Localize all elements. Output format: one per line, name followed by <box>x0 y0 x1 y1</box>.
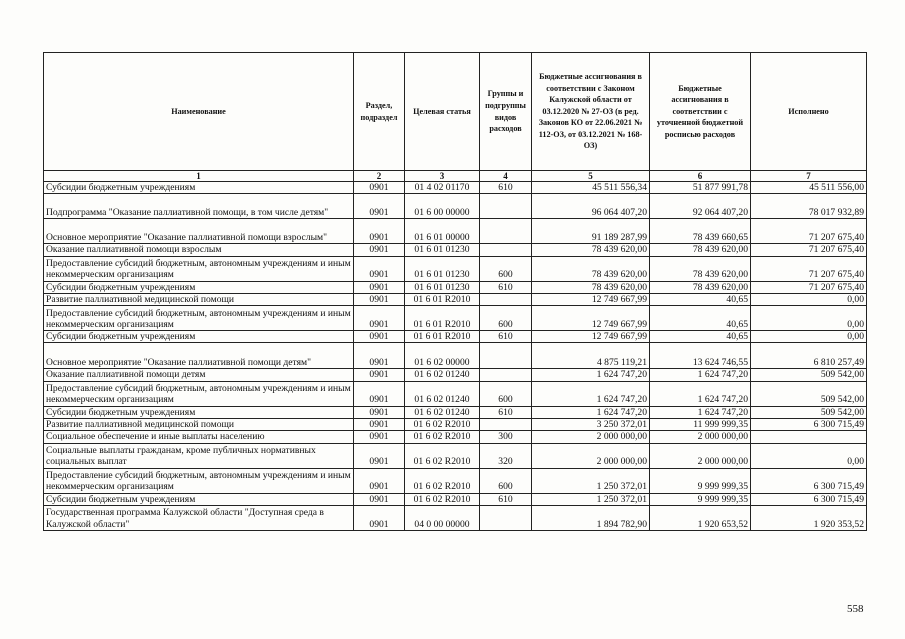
cell-target: 01 6 02 01240 <box>405 406 480 418</box>
table-row <box>44 406 867 418</box>
cell-budget-refined: 78 439 620,00 <box>650 244 751 256</box>
cell-group: 320 <box>480 443 532 468</box>
cell-executed: 6 300 715,49 <box>751 468 867 493</box>
cell-executed: 71 207 675,40 <box>751 219 867 244</box>
cell-budget-law: 3 250 372,01 <box>532 419 650 431</box>
cell-group <box>480 194 532 219</box>
table-body <box>44 182 867 531</box>
cell-group: 600 <box>480 306 532 331</box>
table-row <box>44 419 867 431</box>
table-row <box>44 281 867 293</box>
table-row <box>44 443 867 468</box>
cell-budget-refined: 78 439 660,65 <box>650 219 751 244</box>
cell-executed: 0,00 <box>751 306 867 331</box>
cell-target: 01 6 01 01230 <box>405 281 480 293</box>
table-row <box>44 431 867 443</box>
header-name: Наименование <box>44 53 354 171</box>
cell-budget-refined: 1 624 747,20 <box>650 369 751 381</box>
cell-executed: 71 207 675,40 <box>751 244 867 256</box>
page-number: 558 <box>847 603 864 615</box>
cell-budget-refined: 9 999 999,35 <box>650 468 751 493</box>
cell-budget-law: 96 064 407,20 <box>532 194 650 219</box>
cell-budget-law: 12 749 667,99 <box>532 293 650 305</box>
cell-target: 01 6 02 R2010 <box>405 431 480 443</box>
table-row <box>44 306 867 331</box>
cell-target: 01 6 01 01230 <box>405 244 480 256</box>
cell-group <box>480 293 532 305</box>
cell-group: 610 <box>480 331 532 343</box>
cell-section: 0901 <box>354 468 405 493</box>
cell-name: Развитие паллиативной медицинской помощи <box>44 419 354 431</box>
table-row <box>44 381 867 406</box>
cell-budget-refined: 1 920 653,52 <box>650 505 751 530</box>
cell-target: 01 6 02 01240 <box>405 381 480 406</box>
column-number-row <box>44 171 867 182</box>
cell-target: 01 6 01 R2010 <box>405 306 480 331</box>
cell-group <box>480 244 532 256</box>
cell-executed <box>751 431 867 443</box>
cell-group <box>480 343 532 369</box>
table-row <box>44 493 867 505</box>
cell-name: Развитие паллиативной медицинской помощи <box>44 293 354 305</box>
cell-budget-law: 12 749 667,99 <box>532 331 650 343</box>
cell-budget-law: 45 511 556,34 <box>532 182 650 194</box>
cell-budget-refined: 11 999 999,35 <box>650 419 751 431</box>
cell-budget-refined: 1 624 747,20 <box>650 381 751 406</box>
cell-group: 600 <box>480 256 532 281</box>
cell-budget-law: 1 894 782,90 <box>532 505 650 530</box>
cell-target: 01 6 01 R2010 <box>405 331 480 343</box>
cell-executed: 71 207 675,40 <box>751 256 867 281</box>
cell-budget-refined: 51 877 991,78 <box>650 182 751 194</box>
cell-section: 0901 <box>354 381 405 406</box>
header-executed: Исполнено <box>751 53 867 171</box>
cell-name: Государственная программа Калужской области "Доступная среда в Калужской области" <box>44 505 354 530</box>
cell-target: 04 0 00 00000 <box>405 505 480 530</box>
cell-group: 600 <box>480 468 532 493</box>
table-row <box>44 369 867 381</box>
cell-section: 0901 <box>354 406 405 418</box>
table-row <box>44 293 867 305</box>
cell-budget-law: 91 189 287,99 <box>532 219 650 244</box>
cell-group: 300 <box>480 431 532 443</box>
cell-executed: 0,00 <box>751 331 867 343</box>
cell-budget-law: 2 000 000,00 <box>532 431 650 443</box>
cell-executed: 6 810 257,49 <box>751 343 867 369</box>
cell-group <box>480 219 532 244</box>
budget-table <box>43 52 867 531</box>
cell-budget-law: 1 250 372,01 <box>532 468 650 493</box>
cell-budget-refined: 78 439 620,00 <box>650 256 751 281</box>
cell-name: Подпрограмма "Оказание паллиативной помощи, в том числе детям" <box>44 194 354 219</box>
cell-name: Субсидии бюджетным учреждениям <box>44 281 354 293</box>
cell-budget-refined: 1 624 747,20 <box>650 406 751 418</box>
cell-section: 0901 <box>354 331 405 343</box>
cell-budget-law: 1 624 747,20 <box>532 406 650 418</box>
cell-section: 0901 <box>354 219 405 244</box>
table-row <box>44 219 867 244</box>
cell-name: Социальные выплаты гражданам, кроме публичных нормативных социальных выплат <box>44 443 354 468</box>
cell-section: 0901 <box>354 343 405 369</box>
column-number: 2 <box>354 171 405 182</box>
cell-group: 600 <box>480 381 532 406</box>
cell-executed: 1 920 353,52 <box>751 505 867 530</box>
cell-section: 0901 <box>354 419 405 431</box>
column-number: 7 <box>751 171 867 182</box>
cell-name: Основное мероприятие "Оказание паллиативной помощи детям" <box>44 343 354 369</box>
table-row <box>44 468 867 493</box>
cell-target: 01 6 02 R2010 <box>405 443 480 468</box>
cell-name: Предоставление субсидий бюджетным, автономным учреждениям и иным некоммерческим организациям <box>44 256 354 281</box>
cell-section: 0901 <box>354 256 405 281</box>
cell-executed: 509 542,00 <box>751 369 867 381</box>
cell-name: Оказание паллиативной помощи взрослым <box>44 244 354 256</box>
cell-executed: 71 207 675,40 <box>751 281 867 293</box>
column-number: 5 <box>532 171 650 182</box>
cell-name: Субсидии бюджетным учреждениям <box>44 182 354 194</box>
cell-budget-law: 78 439 620,00 <box>532 244 650 256</box>
cell-budget-law: 78 439 620,00 <box>532 281 650 293</box>
cell-name: Социальное обеспечение и иные выплаты населению <box>44 431 354 443</box>
cell-budget-law: 12 749 667,99 <box>532 306 650 331</box>
cell-budget-refined: 40,65 <box>650 306 751 331</box>
cell-budget-law: 78 439 620,00 <box>532 256 650 281</box>
cell-target: 01 6 02 R2010 <box>405 419 480 431</box>
cell-section: 0901 <box>354 281 405 293</box>
cell-budget-refined: 92 064 407,20 <box>650 194 751 219</box>
cell-budget-law: 4 875 119,21 <box>532 343 650 369</box>
cell-group: 610 <box>480 406 532 418</box>
cell-group: 610 <box>480 281 532 293</box>
cell-budget-law: 2 000 000,00 <box>532 443 650 468</box>
header-groups: Группы и подгруппы видов расходов <box>480 53 532 171</box>
cell-group <box>480 419 532 431</box>
cell-section: 0901 <box>354 493 405 505</box>
cell-budget-law: 1 250 372,01 <box>532 493 650 505</box>
cell-name: Субсидии бюджетным учреждениям <box>44 406 354 418</box>
table-row <box>44 244 867 256</box>
cell-budget-refined: 2 000 000,00 <box>650 443 751 468</box>
cell-target: 01 6 02 R2010 <box>405 468 480 493</box>
table-row <box>44 343 867 369</box>
cell-section: 0901 <box>354 293 405 305</box>
column-number: 6 <box>650 171 751 182</box>
cell-name: Предоставление субсидий бюджетным, автономным учреждениям и иным некоммерческим организациям <box>44 468 354 493</box>
cell-section: 0901 <box>354 431 405 443</box>
cell-group: 610 <box>480 493 532 505</box>
cell-executed: 45 511 556,00 <box>751 182 867 194</box>
cell-budget-refined: 40,65 <box>650 293 751 305</box>
header-budget-law: Бюджетные ассигнования в соответствии с Законом Калужской области от 03.12.2020 № 27-ОЗ (в ред. Законов КО от 22.06.2021 № 112-ОЗ, от 03.12.2021 № 168-ОЗ) <box>532 53 650 171</box>
table-row <box>44 256 867 281</box>
cell-executed: 0,00 <box>751 293 867 305</box>
cell-target: 01 6 01 01230 <box>405 256 480 281</box>
table-row <box>44 194 867 219</box>
cell-name: Субсидии бюджетным учреждениям <box>44 331 354 343</box>
header-section: Раздел, подраздел <box>354 53 405 171</box>
cell-executed: 509 542,00 <box>751 406 867 418</box>
table-row <box>44 505 867 530</box>
cell-budget-refined: 2 000 000,00 <box>650 431 751 443</box>
cell-group <box>480 369 532 381</box>
column-number: 4 <box>480 171 532 182</box>
cell-section: 0901 <box>354 194 405 219</box>
cell-section: 0901 <box>354 443 405 468</box>
cell-target: 01 6 01 R2010 <box>405 293 480 305</box>
table-row <box>44 182 867 194</box>
cell-section: 0901 <box>354 505 405 530</box>
table-header-row <box>44 53 867 171</box>
cell-executed: 6 300 715,49 <box>751 419 867 431</box>
cell-budget-refined: 13 624 746,55 <box>650 343 751 369</box>
cell-name: Субсидии бюджетным учреждениям <box>44 493 354 505</box>
cell-budget-law: 1 624 747,20 <box>532 381 650 406</box>
cell-target: 01 4 02 01170 <box>405 182 480 194</box>
cell-name: Предоставление субсидий бюджетным, автономным учреждениям и иным некоммерческим организациям <box>44 381 354 406</box>
cell-name: Основное мероприятие "Оказание паллиативной помощи взрослым" <box>44 219 354 244</box>
cell-target: 01 6 02 R2010 <box>405 493 480 505</box>
cell-executed: 78 017 932,89 <box>751 194 867 219</box>
cell-target: 01 6 00 00000 <box>405 194 480 219</box>
cell-budget-refined: 40,65 <box>650 331 751 343</box>
cell-target: 01 6 02 00000 <box>405 343 480 369</box>
cell-section: 0901 <box>354 182 405 194</box>
cell-section: 0901 <box>354 244 405 256</box>
cell-section: 0901 <box>354 369 405 381</box>
cell-target: 01 6 02 01240 <box>405 369 480 381</box>
header-target: Целевая статья <box>405 53 480 171</box>
column-number: 1 <box>44 171 354 182</box>
cell-target: 01 6 01 00000 <box>405 219 480 244</box>
cell-executed: 509 542,00 <box>751 381 867 406</box>
cell-section: 0901 <box>354 306 405 331</box>
cell-group: 610 <box>480 182 532 194</box>
cell-executed: 0,00 <box>751 443 867 468</box>
cell-budget-refined: 9 999 999,35 <box>650 493 751 505</box>
cell-budget-refined: 78 439 620,00 <box>650 281 751 293</box>
table-row <box>44 331 867 343</box>
column-number: 3 <box>405 171 480 182</box>
header-budget-refined: Бюджетные ассигнования в соответствии с уточненной бюджетной росписью расходов <box>650 53 751 171</box>
cell-budget-law: 1 624 747,20 <box>532 369 650 381</box>
cell-name: Предоставление субсидий бюджетным, автономным учреждениям и иным некоммерческим организациям <box>44 306 354 331</box>
cell-name: Оказание паллиативной помощи детям <box>44 369 354 381</box>
cell-group <box>480 505 532 530</box>
cell-executed: 6 300 715,49 <box>751 493 867 505</box>
